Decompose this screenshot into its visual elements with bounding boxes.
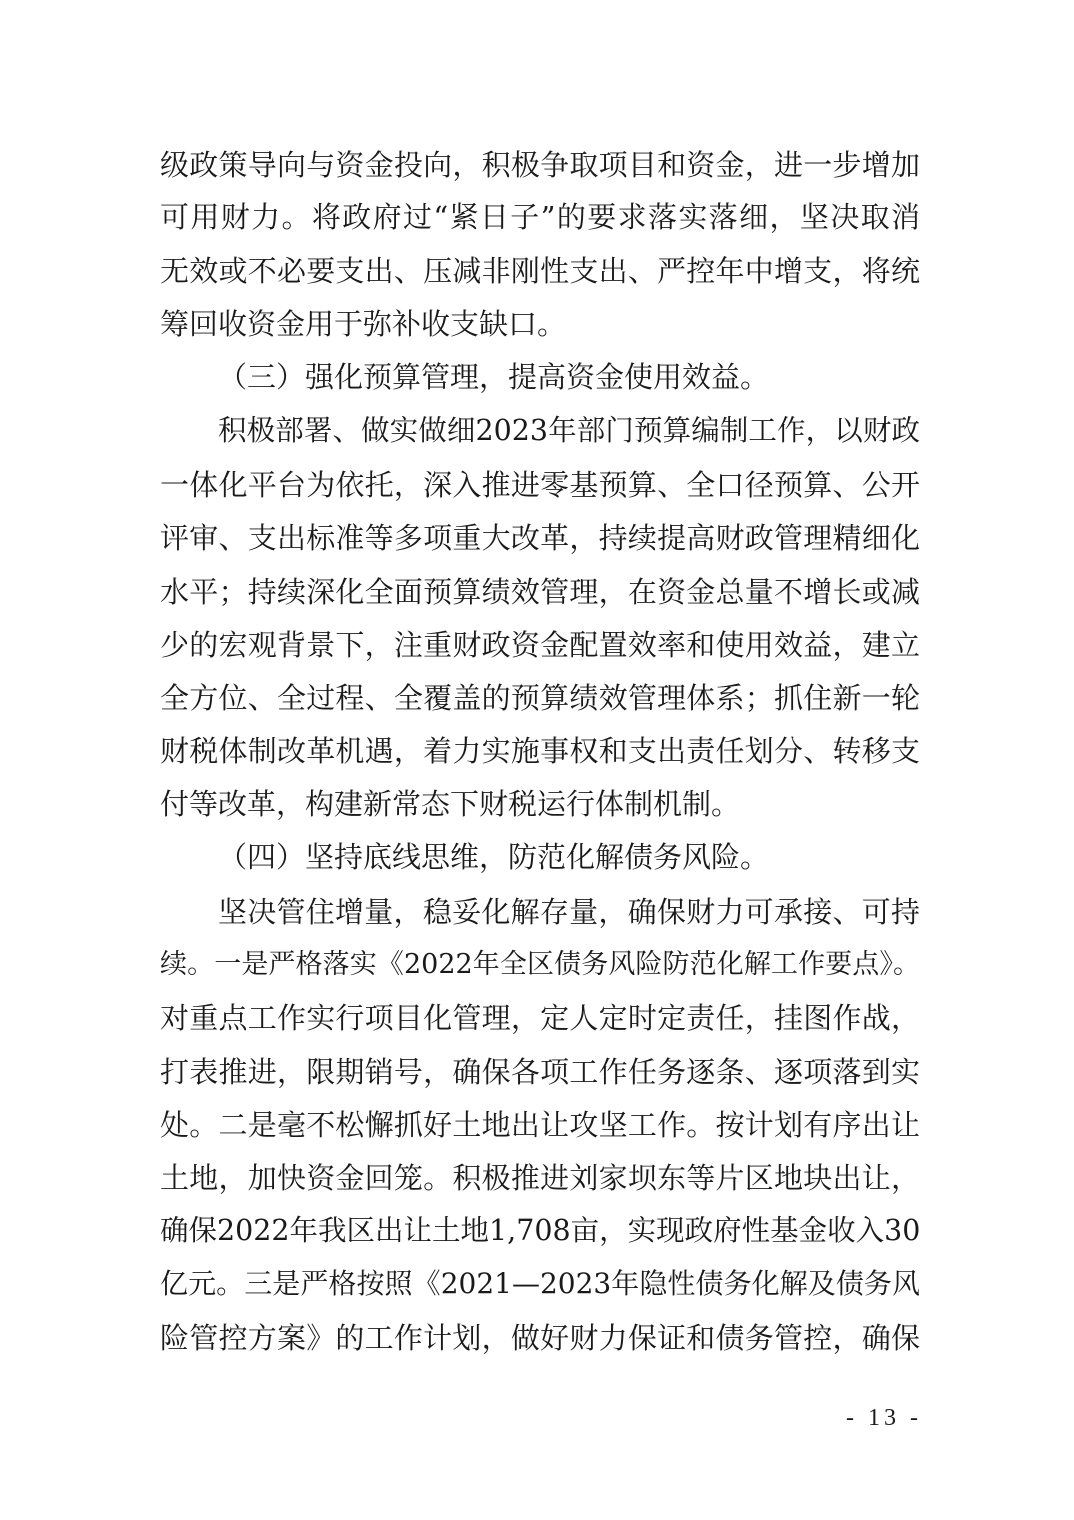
body-text-line: 评审、支出标准等多项重大改革，持续提高财政管理精细化 — [160, 521, 920, 555]
section-heading-three: （三）强化预算管理，提高资金使用效益。 — [218, 360, 770, 394]
body-text-line: 打表推进，限期销号，确保各项工作任务逐条、逐项落到实 — [160, 1055, 920, 1089]
body-text-line: 财税体制改革机遇，着力实施事权和支出责任划分、转移支 — [160, 734, 920, 768]
body-text-line: 少的宏观背景下，注重财政资金配置效率和使用效益，建立 — [160, 628, 920, 662]
body-text-line: 一体化平台为依托，深入推进零基预算、全口径预算、公开 — [160, 468, 920, 502]
body-text-line: 全方位、全过程、全覆盖的预算绩效管理体系；抓住新一轮 — [160, 681, 920, 715]
body-text-line: 付等改革，构建新常态下财税运行体制机制。 — [160, 787, 741, 821]
body-text-line: 确保2022年我区出让土地1,708亩，实现政府性基金收入30 — [160, 1214, 920, 1247]
body-text-line: 亿元。三是严格按照《2021—2023年隐性债务化解及债务风 — [160, 1267, 920, 1300]
body-text-line: 土地，加快资金回笼。积极推进刘家坝东等片区地块出让， — [160, 1161, 920, 1195]
page-number: - 13 - — [846, 1405, 922, 1431]
body-text-line: 坚决管住增量，稳妥化解存量，确保财力可承接、可持 — [218, 895, 920, 929]
body-text-line: 积极部署、做实做细2023年部门预算编制工作，以财政 — [218, 414, 920, 447]
body-text-line: 险管控方案》的工作计划，做好财力保证和债务管控，确保 — [160, 1321, 920, 1355]
body-text-line: 处。二是毫不松懈抓好土地出让攻坚工作。按计划有序出让 — [160, 1108, 920, 1142]
body-text-line: 续。一是严格落实《2022年全区债务风险防范化解工作要点》。 — [160, 949, 920, 980]
body-text-line: 级政策导向与资金投向，积极争取项目和资金，进一步增加 — [160, 148, 920, 182]
section-heading-four: （四）坚持底线思维，防范化解债务风险。 — [218, 840, 770, 874]
body-text-line: 水平；持续深化全面预算绩效管理，在资金总量不增长或减 — [160, 575, 920, 609]
body-text-line: 可用财力。将政府过“紧日子”的要求落实落细，坚决取消 — [160, 200, 920, 234]
body-text-line: 筹回收资金用于弥补收支缺口。 — [160, 307, 567, 341]
body-text-line: 对重点工作实行项目化管理，定人定时定责任，挂图作战， — [160, 1001, 920, 1035]
body-text-line: 无效或不必要支出、压减非刚性支出、严控年中增支，将统 — [160, 254, 920, 288]
